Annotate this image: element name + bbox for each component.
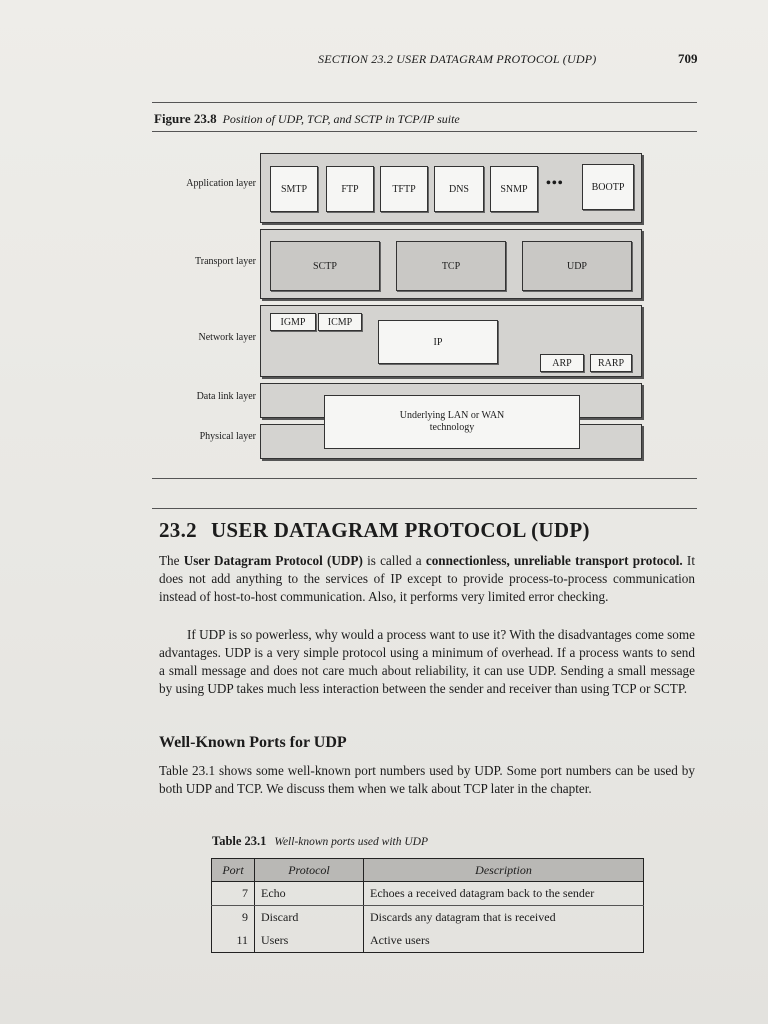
physical-layer-label: Physical layer <box>199 431 256 442</box>
sctp-box: SCTP <box>270 241 380 291</box>
tcp-box: TCP <box>396 241 506 291</box>
igmp-box: IGMP <box>270 313 316 331</box>
more-protocols-ellipsis: ••• <box>546 176 564 191</box>
table-row <box>212 906 644 930</box>
subheading: Well-Known Ports for UDP <box>159 734 347 751</box>
snmp-box: SNMP <box>490 166 538 212</box>
rarp-box: RARP <box>590 354 632 372</box>
p1-bold-1: User Datagram Protocol (UDP) <box>183 553 363 568</box>
table-row <box>212 929 644 953</box>
figure-label: Figure 23.8 <box>154 111 217 126</box>
port-cell: 9 <box>212 906 255 930</box>
header-port: Port <box>212 859 255 882</box>
section-heading <box>159 518 604 543</box>
paragraph-1 <box>159 552 695 606</box>
bootp-box: BOOTP <box>582 164 634 210</box>
caption-rule <box>152 131 697 132</box>
paragraph-3: Table 23.1 shows some well-known port numbers used by UDP. Some port numbers can be used by both UDP and TCP. We discuss them when we talk about TCP later in the chapter. <box>159 763 695 796</box>
description-cell: Active users <box>364 929 644 953</box>
table-row <box>212 882 644 906</box>
underlying-technology-label: Underlying LAN or WAN technology <box>399 410 505 433</box>
ftp-box: FTP <box>326 166 374 212</box>
dns-box: DNS <box>434 166 484 212</box>
network-layer-label: Network layer <box>198 332 256 343</box>
udp-box: UDP <box>522 241 632 291</box>
table-caption <box>212 834 428 849</box>
figure-caption-text: Position of UDP, TCP, and SCTP in TCP/IP suite <box>222 112 460 126</box>
top-rule <box>152 102 697 103</box>
description-cell: Echoes a received datagram back to the sender <box>364 882 644 906</box>
table-label: Table 23.1 <box>212 834 267 848</box>
p1-text-3: It does not add anything to the services of IP except to provide process-to-process communication instead of host-to-host communication. Also, it performs very limited error checking. <box>159 553 695 604</box>
section-number: 23.2 <box>159 518 197 542</box>
smtp-box: SMTP <box>270 166 318 212</box>
application-layer-label: Application layer <box>186 178 256 189</box>
protocol-cell: Echo <box>255 882 364 906</box>
p1-text-2: is called a <box>362 553 426 568</box>
data-link-layer-label: Data link layer <box>196 391 256 402</box>
table-header-row <box>212 859 644 882</box>
description-cell: Discards any datagram that is received <box>364 906 644 930</box>
section-title: USER DATAGRAM PROTOCOL (UDP) <box>210 518 590 542</box>
underlying-technology-box <box>324 395 580 449</box>
icmp-box: ICMP <box>318 313 362 331</box>
section-top-rule <box>152 508 697 509</box>
p1-text-1: The <box>159 553 184 568</box>
protocol-cell: Users <box>255 929 364 953</box>
ports-table <box>211 858 644 953</box>
header-protocol: Protocol <box>255 859 364 882</box>
running-head: SECTION 23.2 USER DATAGRAM PROTOCOL (UDP) <box>318 52 597 66</box>
arp-box: ARP <box>540 354 584 372</box>
figure-bottom-rule <box>152 478 697 479</box>
transport-layer-label: Transport layer <box>194 256 256 267</box>
ip-box: IP <box>378 320 498 364</box>
figure-caption <box>154 111 460 127</box>
header-description: Description <box>364 859 644 882</box>
port-cell: 11 <box>212 929 255 953</box>
port-cell: 7 <box>212 882 255 906</box>
protocol-cell: Discard <box>255 906 364 930</box>
table-caption-text: Well-known ports used with UDP <box>274 836 428 848</box>
paragraph-2: If UDP is so powerless, why would a process want to use it? With the disadvantages come some advantages. UDP is a very simple protocol using a minimum of overhead. If a process wants to send a small message and does not care much about reliability, it can use UDP. Sending a small message by using UDP takes much less interaction between the sender and receiver than using TCP or SCTP. <box>159 627 695 696</box>
p1-bold-2: connectionless, unreliable transport protocol. <box>425 553 683 568</box>
page-number: 709 <box>678 51 698 66</box>
tftp-box: TFTP <box>380 166 428 212</box>
